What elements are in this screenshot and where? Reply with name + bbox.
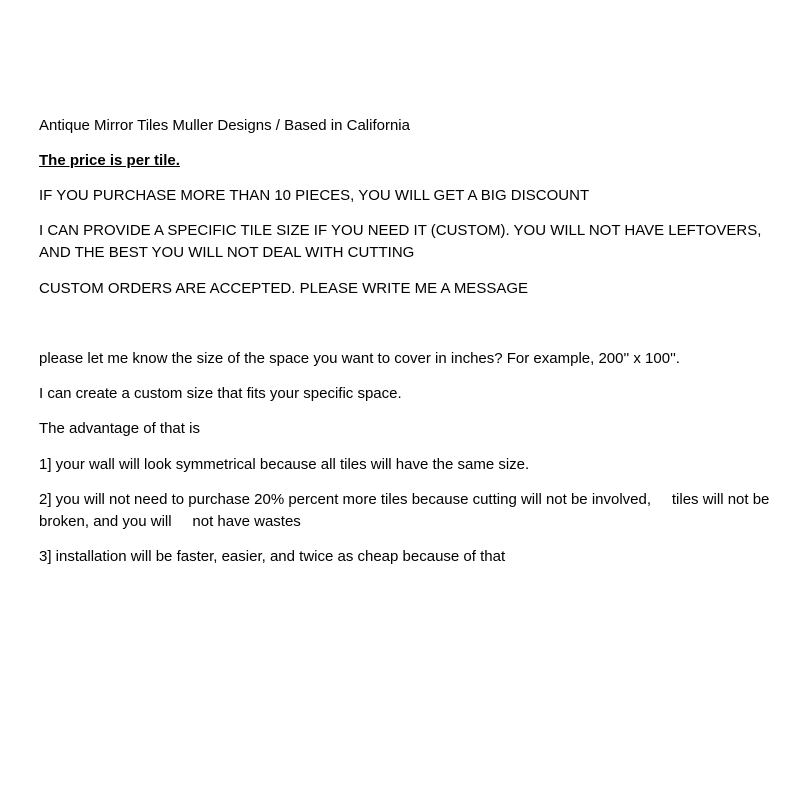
- advantage-item: 2] you will not need to purchase 20% percent more tiles because cutting will not be involved, tiles will not be broken, and you will not have wastes: [39, 491, 774, 530]
- advantage-item: 1] your wall will look symmetrical because all tiles will have the same size.: [39, 456, 530, 473]
- document-heading: Antique Mirror Tiles Muller Designs / Based in California: [39, 117, 410, 134]
- custom-fit-note: I can create a custom size that fits your specific space.: [39, 385, 402, 402]
- advantage-intro: The advantage of that is: [39, 420, 200, 437]
- size-request: please let me know the size of the space you want to cover in inches? For example, 200'' x 100''.: [39, 350, 680, 367]
- custom-orders-note: CUSTOM ORDERS ARE ACCEPTED. PLEASE WRITE ME A MESSAGE: [39, 280, 529, 297]
- discount-note: IF YOU PURCHASE MORE THAN 10 PIECES, YOU WILL GET A BIG DISCOUNT: [39, 187, 590, 204]
- custom-size-note: I CAN PROVIDE A SPECIFIC TILE SIZE IF YOU NEED IT (CUSTOM). YOU WILL NOT HAVE LEFTOVERS, AND THE BEST YOU WILL NOT DEAL WITH CUTTING: [39, 222, 765, 261]
- price-note: The price is per tile.: [39, 152, 180, 169]
- advantage-item: 3] installation will be faster, easier, and twice as cheap because of that: [39, 548, 506, 565]
